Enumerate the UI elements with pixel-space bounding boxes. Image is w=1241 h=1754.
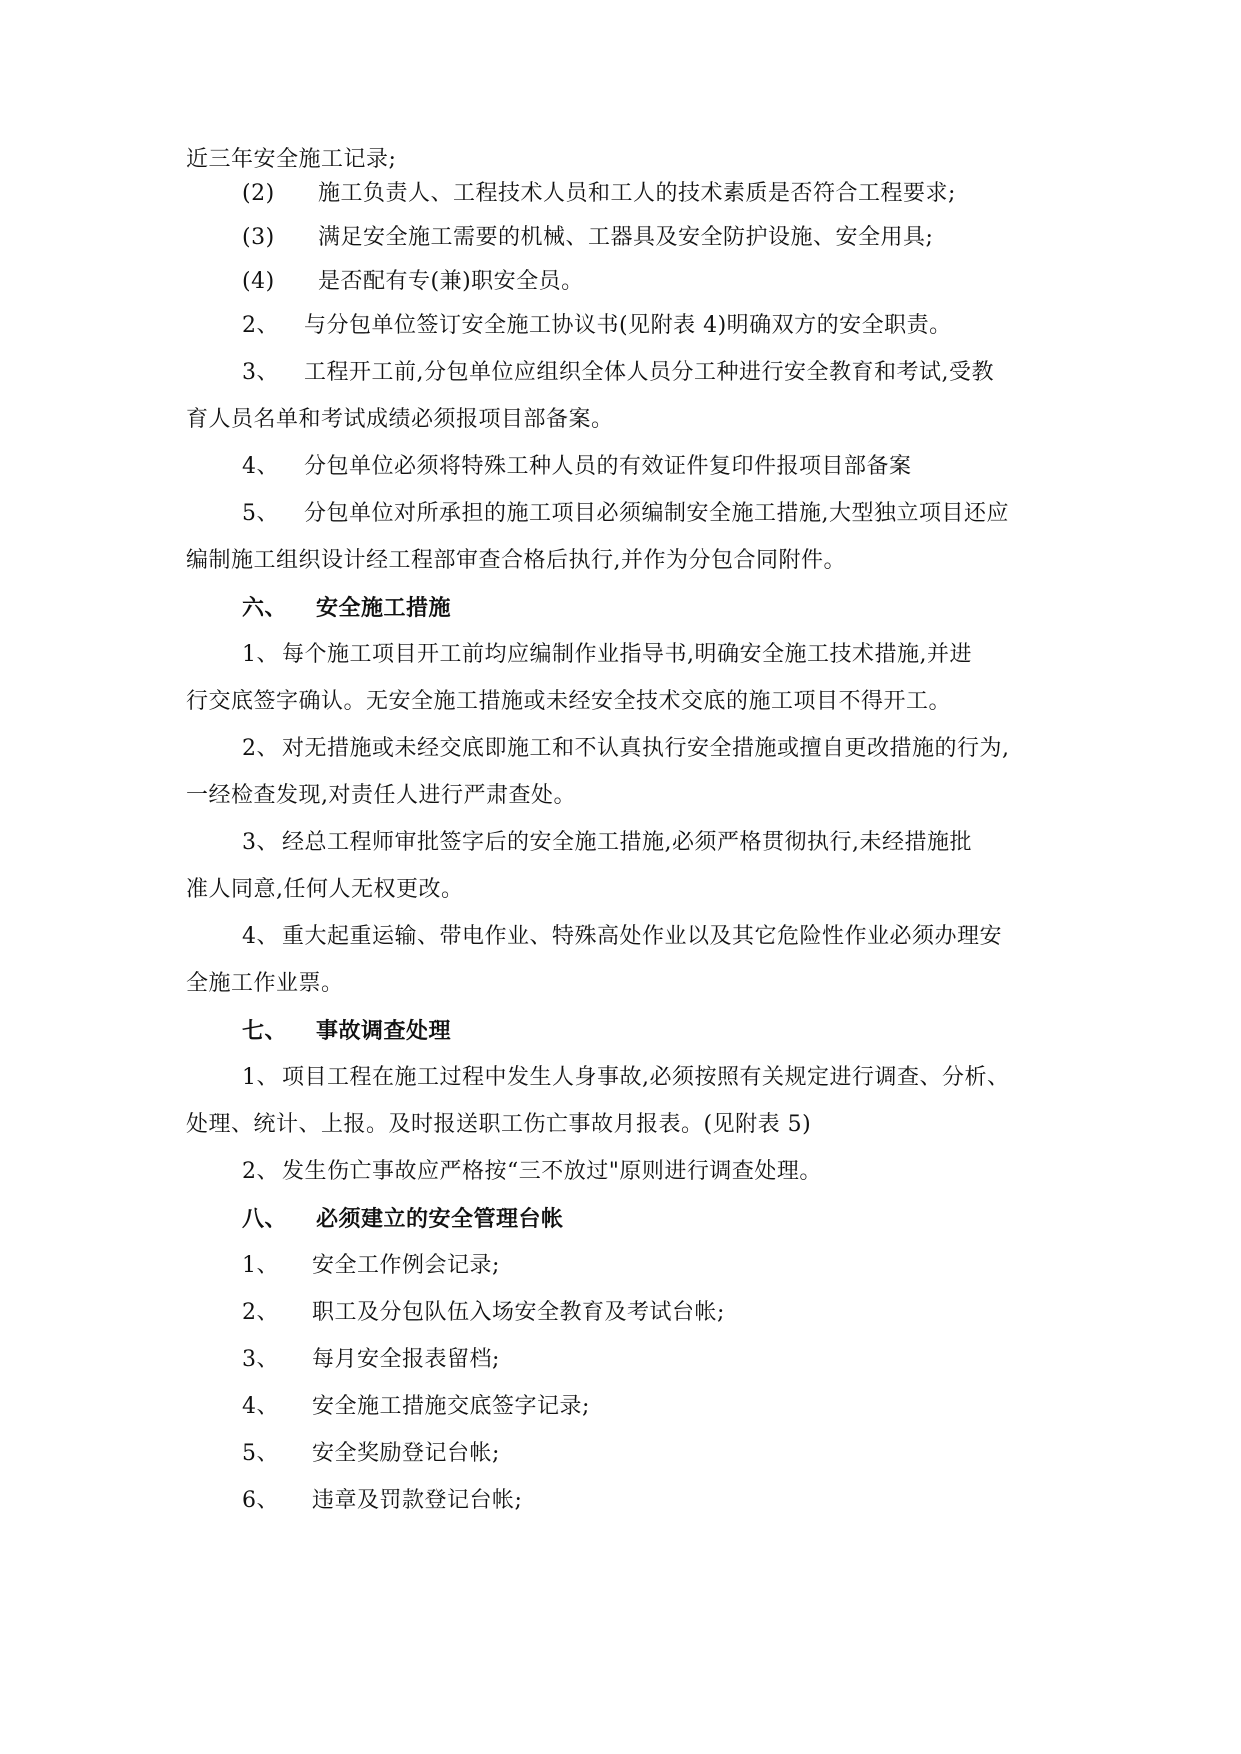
item-number: 4、 (242, 1394, 279, 1419)
list-item (242, 1481, 522, 1521)
item-number: 3、 (242, 830, 279, 855)
item-text: 工程开工前,分包单位应组织全体人员分工种进行安全教育和考试,受教 (304, 360, 994, 385)
section-number: 八、 (242, 1206, 288, 1232)
list-item (242, 306, 952, 346)
section-title: 必须建立的安全管理台帐 (316, 1206, 564, 1232)
item-text: 职工及分包队伍入场安全教育及考试台帐; (312, 1300, 725, 1325)
item-number: 4、 (242, 924, 279, 949)
item-number: 2、 (242, 736, 279, 761)
paragraph-line (186, 776, 576, 816)
paragraph-line (186, 1105, 811, 1145)
list-item (242, 1058, 1010, 1098)
item-text: 是否配有专(兼)职安全员。 (318, 269, 584, 294)
item-number: 3、 (242, 1347, 279, 1372)
item-number: 1、 (242, 1253, 279, 1278)
item-number: 5、 (242, 501, 279, 526)
item-number: 6、 (242, 1488, 279, 1513)
list-item (242, 1152, 822, 1192)
item-text: 分包单位必须将特殊工种人员的有效证件复印件报项目部备案 (304, 454, 912, 479)
line-text: 近三年安全施工记录; (186, 147, 397, 172)
item-text: 安全施工措施交底签字记录; (312, 1394, 590, 1419)
list-item (242, 729, 1010, 769)
line-text: 准人同意,任何人无权更改。 (186, 877, 464, 902)
section-title: 事故调查处理 (316, 1018, 452, 1044)
paragraph-line (186, 682, 951, 722)
list-item (242, 494, 1009, 534)
list-item (242, 447, 912, 487)
section-heading (242, 1199, 564, 1239)
list-item (242, 262, 584, 302)
line-text: 处理、统计、上报。及时报送职工伤亡事故月报表。(见附表 5) (186, 1112, 812, 1137)
item-text: 重大起重运输、带电作业、特殊高处作业以及其它危险性作业必须办理安 (282, 924, 1003, 949)
item-text: 安全奖励登记台帐; (312, 1441, 500, 1466)
item-number: 5、 (242, 1441, 279, 1466)
item-text: 安全工作例会记录; (312, 1253, 500, 1278)
item-text: 与分包单位签订安全施工协议书(见附表 4)明确双方的安全职责。 (304, 313, 952, 338)
section-title: 安全施工措施 (316, 595, 452, 621)
item-number: (2) (242, 181, 275, 206)
line-text: 行交底签字确认。无安全施工措施或未经安全技术交底的施工项目不得开工。 (186, 689, 952, 714)
item-text: 经总工程师审批签字后的安全施工措施,必须严格贯彻执行,未经措施批 (282, 830, 972, 855)
list-item (242, 1434, 500, 1474)
list-item (242, 823, 972, 863)
list-item (242, 174, 956, 214)
item-text: 违章及罚款登记台帐; (312, 1488, 523, 1513)
list-item (242, 1293, 725, 1333)
list-item (242, 218, 933, 258)
list-item (242, 353, 994, 393)
item-number: 2、 (242, 313, 279, 338)
item-text: 每月安全报表留档; (312, 1347, 500, 1372)
item-number: 2、 (242, 1159, 279, 1184)
item-number: 3、 (242, 360, 279, 385)
item-text: 项目工程在施工过程中发生人身事故,必须按照有关规定进行调查、分析、 (282, 1065, 1010, 1090)
item-text: 每个施工项目开工前均应编制作业指导书,明确安全施工技术措施,并进 (282, 642, 972, 667)
line-text: 育人员名单和考试成绩必须报项目部备案。 (186, 407, 614, 432)
item-number: 1、 (242, 642, 279, 667)
item-number: (4) (242, 269, 275, 294)
item-text: 施工负责人、工程技术人员和工人的技术素质是否符合工程要求; (318, 181, 956, 206)
list-item (242, 1246, 500, 1286)
item-number: 1、 (242, 1065, 279, 1090)
item-text: 发生伤亡事故应严格按“三不放过"原则进行调查处理。 (282, 1159, 822, 1184)
paragraph-line (186, 964, 344, 1004)
item-text: 满足安全施工需要的机械、工器具及安全防护设施、安全用具; (318, 225, 934, 250)
line-text: 编制施工组织设计经工程部审查合格后执行,并作为分包合同附件。 (186, 548, 846, 573)
paragraph-line (186, 541, 846, 581)
item-text: 分包单位对所承担的施工项目必须编制安全施工措施,大型独立项目还应 (304, 501, 1009, 526)
line-text: 一经检查发现,对责任人进行严肃查处。 (186, 783, 576, 808)
list-item (242, 917, 1002, 957)
paragraph-line (186, 870, 464, 910)
line-text: 全施工作业票。 (186, 971, 344, 996)
list-item (242, 635, 972, 675)
list-item (242, 1387, 590, 1427)
section-heading (242, 588, 451, 628)
section-number: 六、 (242, 595, 288, 621)
item-number: (3) (242, 225, 275, 250)
section-number: 七、 (242, 1018, 288, 1044)
list-item (242, 1340, 500, 1380)
section-heading (242, 1011, 451, 1051)
item-number: 2、 (242, 1300, 279, 1325)
paragraph-line (186, 400, 614, 440)
item-number: 4、 (242, 454, 279, 479)
item-text: 对无措施或未经交底即施工和不认真执行安全措施或擅自更改措施的行为, (282, 736, 1010, 761)
